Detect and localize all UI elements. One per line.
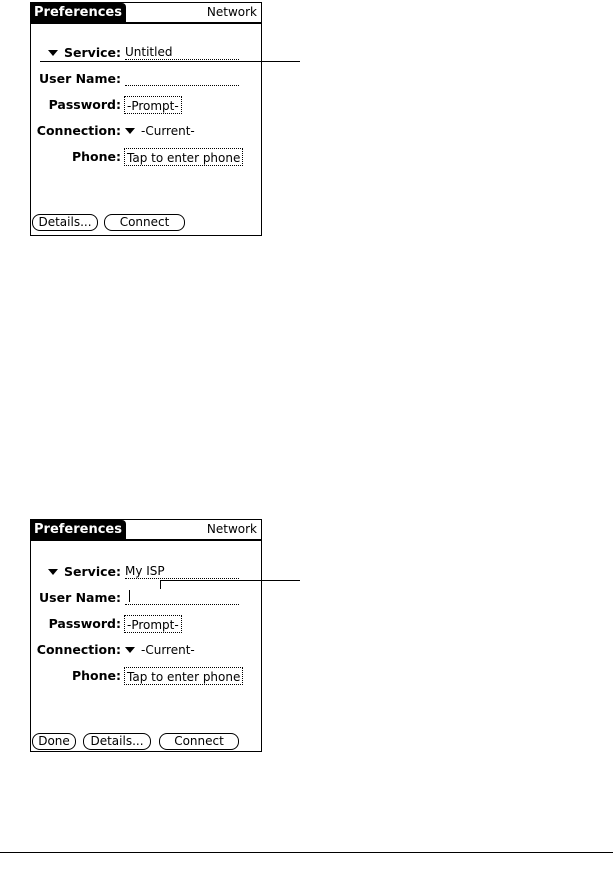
password-field[interactable]: -Prompt- <box>124 615 182 633</box>
page-footer-rule <box>0 852 613 853</box>
title-bar <box>31 520 261 541</box>
phone-label: Phone: <box>71 668 121 683</box>
title-bar <box>31 3 261 24</box>
user-name-label: User Name: <box>39 71 121 86</box>
details-button[interactable]: Details... <box>83 733 151 750</box>
phone-row <box>31 147 261 167</box>
connection-picker[interactable] <box>125 121 195 141</box>
password-row <box>31 614 261 634</box>
panel-name-network[interactable]: Network <box>206 522 257 536</box>
app-title[interactable]: Preferences <box>31 3 126 22</box>
network-preferences-screen-2 <box>30 519 262 752</box>
connection-label: Connection: <box>36 123 121 138</box>
triangle-down-icon <box>125 128 135 134</box>
done-button[interactable]: Done <box>32 733 76 750</box>
connect-button[interactable]: Connect <box>104 214 185 231</box>
details-button[interactable]: Details... <box>32 214 98 231</box>
connection-value: -Current- <box>141 124 195 138</box>
connection-picker[interactable] <box>125 640 195 660</box>
service-row <box>31 562 261 582</box>
user-name-row <box>31 69 261 89</box>
triangle-down-icon <box>48 569 58 575</box>
service-name-field[interactable]: My ISP <box>125 564 239 579</box>
app-title[interactable]: Preferences <box>31 520 126 539</box>
phone-label: Phone: <box>71 149 121 164</box>
callout-tick-user-name <box>160 580 161 589</box>
password-row <box>31 95 261 115</box>
triangle-down-icon <box>125 647 135 653</box>
phone-row <box>31 666 261 686</box>
connection-value: -Current- <box>141 643 195 657</box>
user-name-label: User Name: <box>39 590 121 605</box>
callout-line-service <box>40 61 300 62</box>
connect-button[interactable]: Connect <box>159 733 239 750</box>
panel-name-network[interactable]: Network <box>206 5 257 19</box>
service-label: Service: <box>64 564 121 579</box>
text-cursor <box>129 590 130 602</box>
network-preferences-screen-1 <box>30 2 262 236</box>
phone-field[interactable]: Tap to enter phone <box>124 148 243 166</box>
user-name-row <box>31 588 261 608</box>
user-name-field[interactable] <box>125 590 239 605</box>
callout-line-user-name <box>160 580 300 581</box>
connection-row <box>31 121 261 141</box>
service-picker[interactable] <box>48 562 121 582</box>
service-picker[interactable] <box>48 43 121 63</box>
phone-field[interactable]: Tap to enter phone <box>124 667 243 685</box>
password-label: Password: <box>48 616 121 631</box>
connection-row <box>31 640 261 660</box>
password-label: Password: <box>48 97 121 112</box>
triangle-down-icon <box>48 50 58 56</box>
service-label: Service: <box>64 45 121 60</box>
user-name-field[interactable] <box>125 71 239 86</box>
service-row <box>31 43 261 63</box>
password-field[interactable]: -Prompt- <box>124 96 182 114</box>
service-name-field[interactable]: Untitled <box>125 45 239 60</box>
connection-label: Connection: <box>36 642 121 657</box>
